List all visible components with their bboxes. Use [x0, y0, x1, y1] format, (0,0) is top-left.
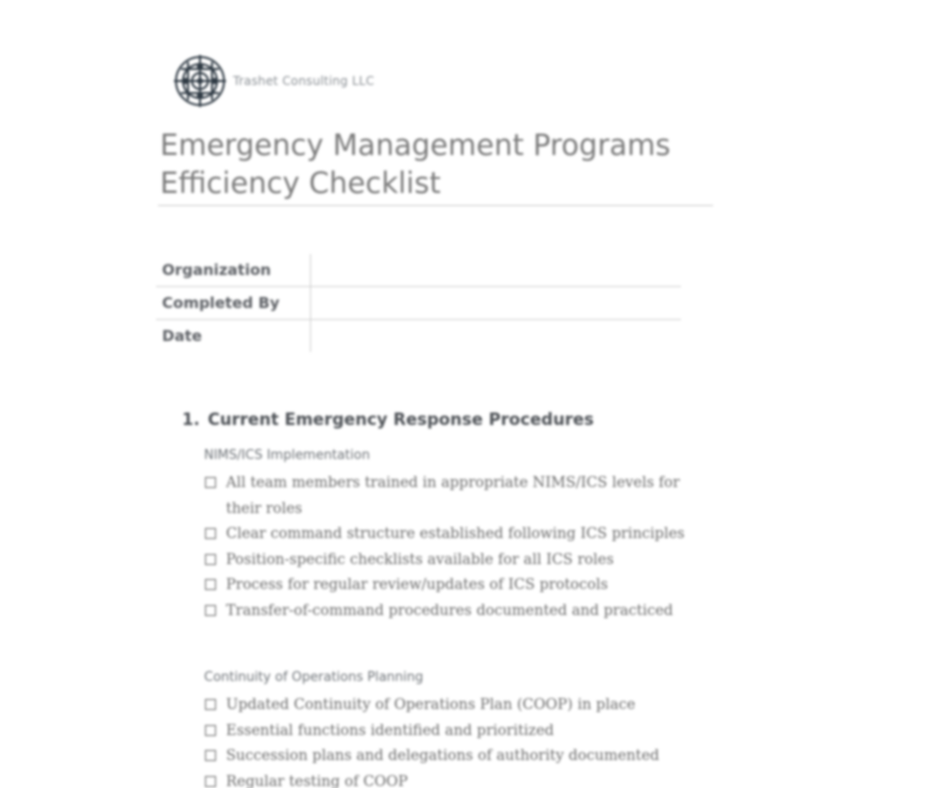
info-row-date: [156, 320, 681, 353]
checkbox[interactable]: [205, 579, 216, 590]
section-title: Current Emergency Response Procedures: [207, 410, 594, 429]
checklist-item-text: Essential functions identified and prioritized: [226, 722, 554, 739]
checkbox[interactable]: [205, 699, 216, 710]
checklist: [204, 471, 704, 624]
checkbox[interactable]: [205, 750, 216, 761]
checkbox[interactable]: [205, 725, 216, 736]
checkbox[interactable]: [205, 477, 216, 488]
checkbox[interactable]: [205, 776, 216, 787]
checklist-item: [204, 471, 694, 522]
checklist-item: [204, 770, 694, 788]
date-field[interactable]: [311, 320, 682, 353]
checklist: [204, 693, 704, 788]
compass-crosshair-icon: [173, 54, 227, 108]
checklist-item: [204, 719, 694, 745]
checkbox[interactable]: [205, 554, 216, 565]
section-number: 1.: [182, 410, 200, 429]
checklist-item-text: Process for regular review/updates of ICS protocols: [226, 577, 608, 593]
checklist-item: [204, 573, 694, 599]
checklist-item: [204, 522, 694, 548]
section-heading: [182, 410, 594, 429]
info-table: [156, 254, 681, 352]
checklist-item-text: Regular testing of COOP: [226, 773, 408, 788]
info-row-organization: [156, 254, 681, 287]
title-line-2: Efficiency Checklist: [160, 166, 441, 200]
checkbox[interactable]: [205, 528, 216, 539]
subsection-title: NIMS/ICS Implementation: [204, 448, 370, 463]
checklist-item-text: Updated Continuity of Operations Plan (COOP) in place: [226, 697, 636, 713]
completed-by-field[interactable]: [311, 287, 682, 320]
info-label: Date: [156, 320, 311, 353]
checklist-item: [204, 693, 694, 719]
title-line-1: Emergency Management Programs: [160, 128, 671, 162]
checklist-item: [204, 548, 694, 574]
checklist-item-text: Position-specific checklists available for all ICS roles: [226, 551, 614, 568]
company-name: Trashet Consulting LLC: [233, 74, 375, 88]
company-logo: [173, 54, 374, 108]
info-label: Organization: [156, 254, 311, 287]
page-title: [160, 126, 720, 202]
checklist-item-text: Transfer-of-command procedures documented and practiced: [226, 602, 674, 619]
title-divider: [158, 205, 713, 206]
checklist-item: [204, 744, 694, 770]
info-row-completed-by: [156, 287, 681, 320]
subsection-nims-ics: [204, 447, 704, 624]
subsection-coop: [204, 669, 704, 788]
organization-field[interactable]: [311, 254, 682, 287]
checkbox[interactable]: [205, 605, 216, 616]
checklist-item-text: Clear command structure established following ICS principles: [226, 526, 685, 542]
subsection-title: Continuity of Operations Planning: [204, 670, 424, 685]
checklist-item-text: All team members trained in appropriate NIMS/ICS levels for their roles: [226, 475, 680, 517]
checklist-item: [204, 599, 694, 625]
info-label: Completed By: [156, 287, 311, 320]
checklist-item-text: Succession plans and delegations of authority documented: [226, 748, 660, 764]
